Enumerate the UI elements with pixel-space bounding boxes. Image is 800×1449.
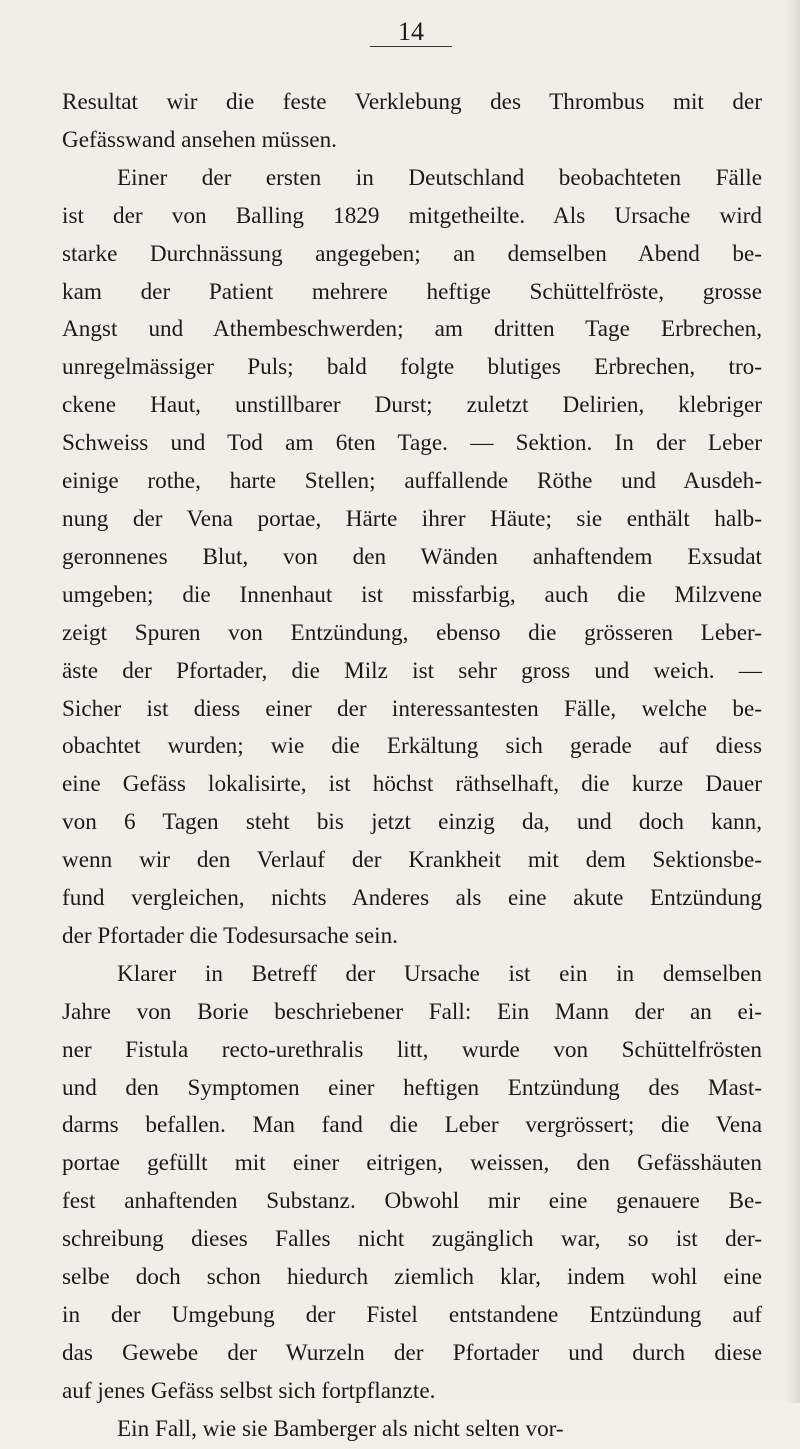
text-line: starke Durchnässung angegeben; an demselben Abend be-	[62, 240, 762, 267]
paragraph	[62, 84, 762, 160]
text-line: Gefässwand ansehen müssen.	[62, 126, 337, 153]
page-number: 14	[398, 17, 424, 46]
paragraph	[62, 956, 762, 1411]
text-line: ist der von Balling 1829 mitgetheilte. Als Ursache wird	[62, 202, 762, 229]
text-line: einige rothe, harte Stellen; auffallende Röthe und Ausdeh-	[62, 468, 762, 495]
text-line: portae gefüllt mit einer eitrigen, weissen, den Gefässhäuten	[62, 1150, 762, 1177]
text-line: der Pfortader die Todesursache sein.	[62, 922, 398, 949]
text-line: Ein Fall, wie sie Bamberger als nicht selten vor-	[117, 1415, 564, 1442]
paragraph	[62, 160, 762, 956]
text-line: geronnenes Blut, von den Wänden anhaftendem Exsudat	[62, 543, 762, 570]
text-line: nung der Vena portae, Härte ihrer Häute; sie enthält halb-	[62, 505, 762, 532]
text-line: zeigt Spuren von Entzündung, ebenso die grösseren Leber-	[62, 619, 762, 646]
text-line: von 6 Tagen steht bis jetzt einzig da, und doch kann,	[62, 809, 762, 836]
text-line: Sicher ist diess einer der interessantesten Fälle, welche be-	[62, 695, 762, 722]
text-line: Resultat wir die feste Verklebung des Thrombus mit der	[62, 89, 762, 115]
text-line: Klarer in Betreff der Ursache ist ein in demselben	[117, 960, 762, 987]
text-line: unregelmässiger Puls; bald folgte blutiges Erbrechen, tro-	[62, 354, 762, 381]
text-line: eine Gefäss lokalisirte, ist höchst räthselhaft, die kurze Dauer	[62, 771, 762, 798]
text-line: ner Fistula recto-urethralis litt, wurde von Schüttelfrösten	[62, 1036, 762, 1063]
page-edge-shadow	[786, 0, 800, 1403]
body-text	[62, 84, 762, 1449]
text-line: Einer der ersten in Deutschland beobachteten Fälle	[117, 164, 762, 191]
text-line: auf jenes Gefäss selbst sich fortpflanzte.	[62, 1377, 436, 1404]
text-line: fund vergleichen, nichts Anderes als eine akute Entzündung	[62, 885, 762, 912]
text-line: äste der Pfortader, die Milz ist sehr gross und weich. —	[62, 657, 762, 684]
text-line: darms befallen. Man fand die Leber vergrössert; die Vena	[62, 1112, 762, 1139]
text-line: wenn wir den Verlauf der Krankheit mit dem Sektionsbe-	[62, 847, 762, 874]
text-line: umgeben; die Innenhaut ist missfarbig, auch die Milzvene	[62, 581, 762, 608]
text-line: kam der Patient mehrere heftige Schüttelfröste, grosse	[62, 278, 762, 305]
page-number-rule	[370, 46, 452, 47]
text-line: ckene Haut, unstillbarer Durst; zuletzt Delirien, klebriger	[62, 392, 762, 419]
text-line: und den Symptomen einer heftigen Entzündung des Mast-	[62, 1074, 762, 1101]
text-line: Jahre von Borie beschriebener Fall: Ein Mann der an ei-	[62, 998, 762, 1025]
text-line: das Gewebe der Wurzeln der Pfortader und durch diese	[62, 1339, 762, 1366]
text-line: schreibung dieses Falles nicht zugänglich war, so ist der-	[62, 1226, 762, 1253]
text-line: in der Umgebung der Fistel entstandene Entzündung auf	[62, 1302, 762, 1328]
text-line: obachtet wurden; wie die Erkältung sich gerade auf diess	[62, 733, 762, 760]
text-line: selbe doch schon hiedurch ziemlich klar, indem wohl eine	[62, 1264, 762, 1291]
text-line: Angst und Athembeschwerden; am dritten Tage Erbrechen,	[62, 316, 762, 343]
text-line: fest anhaftenden Substanz. Obwohl mir eine genauere Be-	[62, 1188, 762, 1215]
text-line: Schweiss und Tod am 6ten Tage. — Sektion. In der Leber	[62, 430, 762, 457]
paragraph	[62, 1411, 762, 1449]
